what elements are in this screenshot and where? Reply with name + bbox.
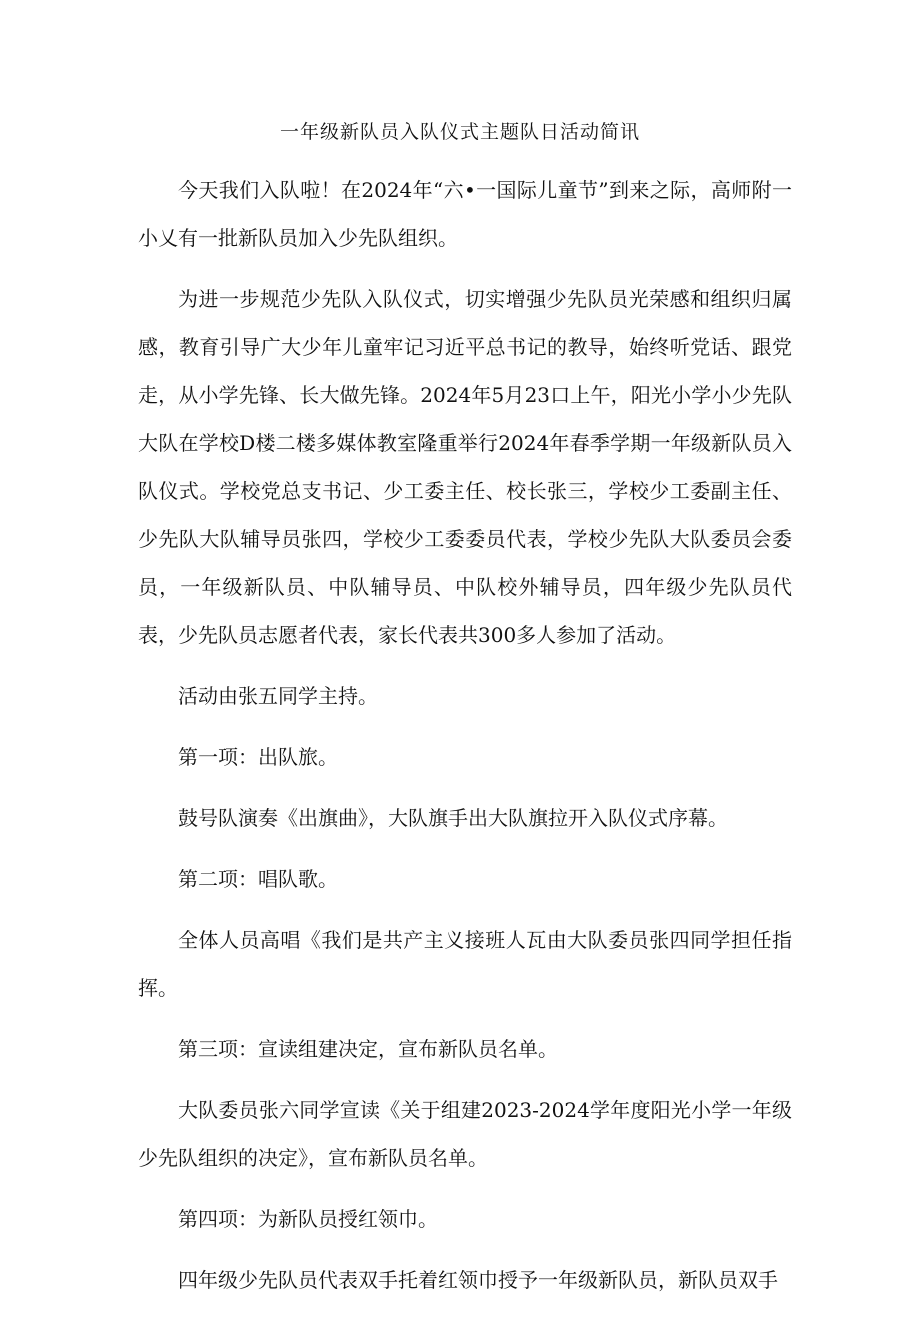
paragraph-item-4: 第四项：为新队员授红领巾。	[178, 1207, 438, 1231]
paragraph-item-2: 第二项：唱队歌。	[178, 867, 338, 891]
paragraph-item-3: 第三项：宣读组建决定，宣布新队员名单。	[178, 1037, 558, 1061]
document-title: 一年级新队员入队仪式主题队日活动简讯	[279, 121, 640, 143]
paragraph-item-1-detail: 鼓号队演奏《出旗曲》，大队旗手出大队旗拉开入队仪式序幕。	[178, 806, 728, 830]
paragraph-host: 活动由张五同学主持。	[178, 684, 378, 708]
paragraph-intro: 今天我们入队啦！在2024年“六•一国际儿童节”到来之际，高师附一小乂有一批新队员加入少先队组织。	[138, 178, 792, 250]
document-body	[138, 166, 792, 1317]
paragraph-item-3-detail: 大队委员张六同学宣读《关于组建2023-2024学年度阳光小学一年级少先队组织的决定》，宣布新队员名单。	[138, 1098, 792, 1170]
paragraph-item-1: 第一项：出队旅。	[178, 745, 338, 769]
paragraph-item-4-detail: 四年级少先队员代表双手托着红领巾授予一年级新队员，新队员双手	[178, 1268, 778, 1292]
paragraph-background: 为进一步规范少先队入队仪式，切实增强少先队员光荣感和组织归属感，教育引导广大少年儿童牢记习近平总书记的教导，始终听党话、跟党走，从小学先锋、长大做先锋。2024年5月23口上午，阳光小学小少先队大队在学校D楼二楼多媒体教室隆重举行2024年春季学期一年级新队员入队仪式。学校党总支书记、少工委主任、校长张三，学校少工委副主任、少先队大队辅导员张四，学校少工委委员代表，学校少先队大队委员会委员，一年级新队员、中队辅导员、中队校外辅导员，四年级少先队员代表，少先队员志愿者代表，家长代表共300多人参加了活动。	[138, 287, 792, 647]
paragraph-item-2-detail: 全体人员高唱《我们是共产主义接班人瓦由大队委员张四同学担任指挥。	[138, 928, 792, 1000]
